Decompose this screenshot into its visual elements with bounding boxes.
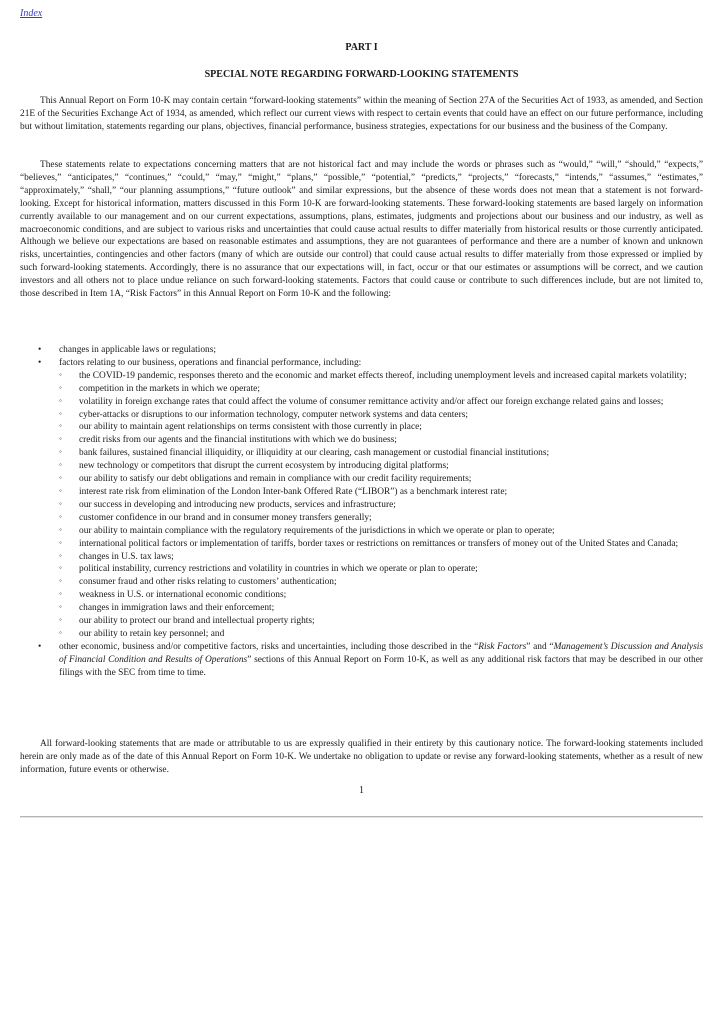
page-divider [20, 816, 703, 817]
sub-list-item-text: our ability to maintain agent relationships on terms consistent with those currently in place; [79, 422, 422, 433]
sub-list-item-text: weakness in U.S. or international economic conditions; [79, 590, 287, 601]
sub-list-item [20, 538, 703, 551]
sub-list-item [20, 615, 703, 628]
sub-list-item [20, 409, 703, 422]
sub-list-item [20, 447, 703, 460]
sub-bullet-marker: ◦ [59, 460, 62, 470]
sub-list-item [20, 563, 703, 576]
sub-list-item [20, 396, 703, 409]
index-link[interactable]: Index [20, 8, 43, 19]
sub-list-item-text: consumer fraud and other risks relating to customers’ authentication; [79, 577, 337, 588]
sub-bullet-marker: ◦ [59, 382, 62, 392]
sub-list-item [20, 473, 703, 486]
sub-list-item [20, 512, 703, 525]
sub-list-item [20, 589, 703, 602]
intro-paragraph: This Annual Report on Form 10-K may contain certain “forward-looking statements” within the meaning of Section 27A of the Securities Act of 1933, as amended, and Section 21E of the Securities Exchange Act of 1934, as amended, which reflect our current views with respect to certain events that could have an effect on our future performance, including but without limitation, statements regarding our plans, objectives, financial performance, business strategies, expectations for our business and the business of the Company. [20, 96, 703, 132]
sub-bullet-marker: ◦ [59, 589, 62, 599]
sub-bullet-marker: ◦ [59, 576, 62, 586]
list-item [20, 344, 703, 357]
sub-list-item-text: volatility in foreign exchange rates that could affect the volume of consumer remittance activity and/or affect our foreign exchange related gains and losses; [79, 396, 664, 407]
list-item-text: other economic, business and/or competitive factors, risks and uncertainties, including those described in the “Risk Factors” and “Management’s Discussion and Analysis of Financial Condition and Results of Operations” sections of this Annual Report on Form 10-K, as well as any additional risk factors that may be described in our other filings with the SEC from time to time. [59, 641, 703, 678]
closing-paragraph: All forward-looking statements that are made or attributable to us are expressly qualified in their entirety by this cautionary notice. The forward-looking statements included herein are only made as of the date of this Annual Report on Form 10-K. We undertake no obligation to update or revise any forward-looking statements, whether as a result of new information, future events or otherwise. [20, 739, 703, 775]
risk-factors-ref: Risk Factors [478, 641, 527, 652]
sub-bullet-marker: ◦ [59, 395, 62, 405]
sub-list-item [20, 628, 703, 641]
sub-bullet-marker: ◦ [59, 615, 62, 625]
sub-list-item-text: competition in the markets in which we operate; [79, 383, 260, 394]
bullet-marker: • [38, 357, 42, 368]
sub-bullet-marker: ◦ [59, 511, 62, 521]
part-title: PART I [345, 42, 378, 53]
sub-list-item [20, 460, 703, 473]
sub-list-item [20, 370, 703, 383]
sub-bullet-marker: ◦ [59, 421, 62, 431]
sub-bullet-marker: ◦ [59, 498, 62, 508]
sub-list-item-text: the COVID-19 pandemic, responses thereto and the economic and market effects thereof, including unemployment levels and increased capital markets volatility; [79, 370, 687, 381]
sub-list-item [20, 525, 703, 538]
sub-list-item-text: cyber-attacks or disruptions to our information technology, computer network systems and data centers; [79, 409, 468, 420]
sub-bullet-marker: ◦ [59, 369, 62, 379]
list-item-text: factors relating to our business, operations and financial performance, including: [59, 357, 362, 368]
sub-bullet-marker: ◦ [59, 537, 62, 547]
sub-bullet-marker: ◦ [59, 602, 62, 612]
sub-bullet-marker: ◦ [59, 447, 62, 457]
sub-list-item [20, 602, 703, 615]
sub-bullet-marker: ◦ [59, 550, 62, 560]
sub-bullet-marker: ◦ [59, 473, 62, 483]
sub-list-item-text: changes in immigration laws and their enforcement; [79, 603, 275, 614]
sub-list-item [20, 421, 703, 434]
bullet-marker: • [38, 641, 42, 652]
expectations-paragraph: These statements relate to expectations concerning matters that are not historical fact and may include the words or phrases such as “would,” “will,” “should,” “expects,” “believes,” “anticipates,” “continues,” “could,” “may,” “might,” “plans,” “possible,” “potential,” “predicts,” “projects,” “forecasts,” “intends,” “assumes,” “estimates,” “approximately,” “shall,” “our planning assumptions,” “future outlook” and similar expressions, but the absence of these words does not mean that a statement is not forward-looking. Except for historical information, matters discussed in this Form 10-K are forward-looking statements. These forward-looking statements are based largely on information currently available to our management and on our current expectations, assumptions, plans, estimates, judgments and projections about our business and our industry, as well as macroeconomic conditions, and are subject to various risks and uncertainties that could cause actual results to differ materially from historical results or those currently anticipated. Although we believe our expectations are based on reasonable estimates and assumptions, they are not guarantees of performance and there are a number of known and unknown risks, uncertainties, contingencies and other factors (many of which are outside our control) that could cause actual results to differ materially from those expressed or implied by such forward-looking statements. Accordingly, there is no assurance that our expectations will, in fact, occur or that our estimates or assumptions will be correct, and we caution investors and all others not to place undue reliance on such forward-looking statements. Factors that could cause or contribute to such differences include, but are not limited to, those described in Item 1A, “Risk Factors” in this Annual Report on Form 10-K and the following: [20, 160, 703, 300]
sub-bullet-marker: ◦ [59, 434, 62, 444]
sub-list-item-text: changes in U.S. tax laws; [79, 551, 174, 562]
sub-bullet-marker: ◦ [59, 627, 62, 637]
sub-list-item [20, 434, 703, 447]
sub-list-item-text: our ability to satisfy our debt obligations and remain in compliance with our credit facility requirements; [79, 474, 472, 485]
bullet-marker: • [38, 345, 42, 355]
risk-factor-list [20, 344, 703, 680]
sub-list-item-text: new technology or competitors that disrupt the current ecosystem by introducing digital platforms; [79, 461, 449, 472]
sub-bullet-marker: ◦ [59, 485, 62, 495]
sub-list-item [20, 551, 703, 564]
sub-bullet-marker: ◦ [59, 524, 62, 534]
sub-list-item-text: our ability to protect our brand and intellectual property rights; [79, 616, 315, 627]
sub-list-item-text: credit risks from our agents and the financial institutions with which we do business; [79, 435, 397, 446]
sub-list-item [20, 383, 703, 396]
list-item [20, 641, 703, 680]
sub-bullet-marker: ◦ [59, 563, 62, 573]
sub-list-item-text: our ability to retain key personnel; and [79, 628, 225, 639]
sub-list-item-text: customer confidence in our brand and in consumer money transfers generally; [79, 512, 372, 523]
sub-list-item [20, 486, 703, 499]
sub-list-item [20, 576, 703, 589]
sub-list [59, 370, 703, 641]
sub-list-item-text: our success in developing and introducing new products, services and infrastructure; [79, 499, 396, 510]
sub-list-item [20, 499, 703, 512]
sub-list-item-text: international political factors or implementation of tariffs, border taxes or restrictions on remittances or transfers of money out of the United States and Canada; [79, 538, 679, 549]
section-heading: SPECIAL NOTE REGARDING FORWARD-LOOKING STATEMENTS [204, 69, 519, 80]
sub-list-item-text: our ability to maintain compliance with the regulatory requirements of the jurisdictions in which we operate or plan to operate; [79, 525, 555, 536]
list-item-text: changes in applicable laws or regulations; [59, 345, 216, 355]
mdna-ref: Management’s Discussion and Analysis of Financial Condition and Results of Operations [59, 641, 703, 665]
page-number: 1 [359, 785, 364, 796]
sub-list-item-text: political instability, currency restrictions and volatility in countries in which we operate or plan to operate; [79, 564, 478, 575]
sub-bullet-marker: ◦ [59, 408, 62, 418]
list-item [20, 357, 703, 641]
sub-list-item-text: interest rate risk from elimination of the London Inter-bank Offered Rate (“LIBOR”) as a benchmark interest rate; [79, 486, 508, 497]
sub-list-item-text: bank failures, sustained financial illiquidity, or illiquidity at our clearing, cash management or custodial financial institutions; [79, 448, 550, 459]
